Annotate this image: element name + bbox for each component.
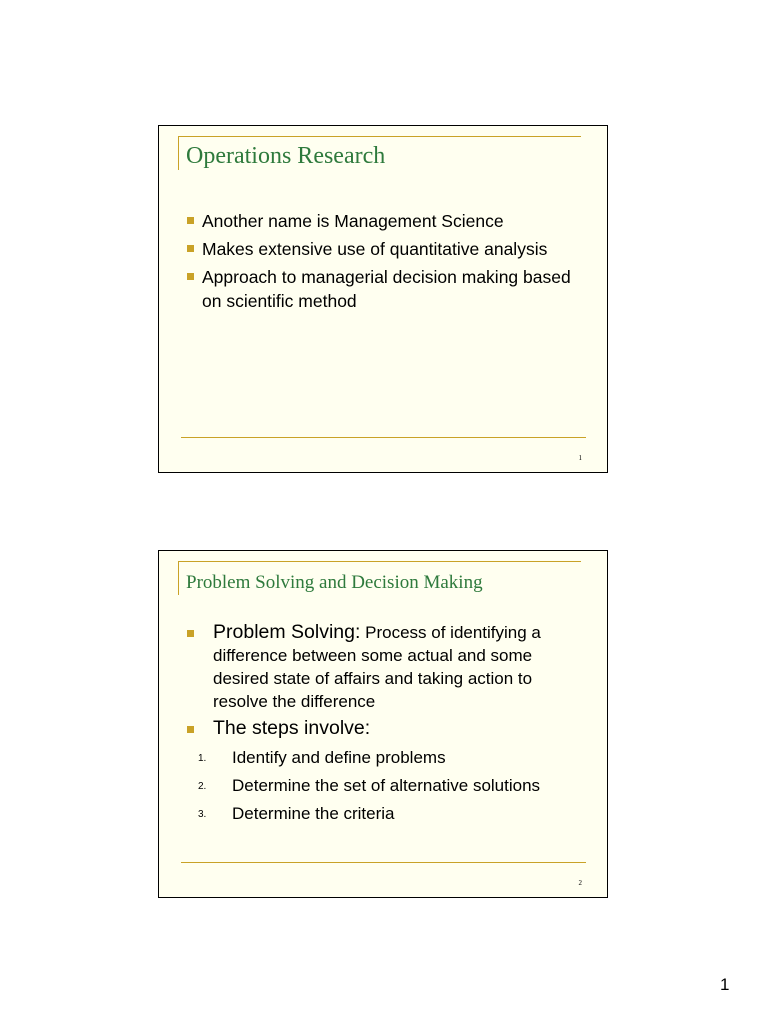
bullet-text: Process of identifying a difference between some actual and some desired state of affairs and taking action to resolve the difference	[213, 623, 541, 711]
slide-title: Operations Research	[186, 143, 386, 169]
bullet-list	[185, 209, 585, 317]
step-item	[185, 800, 585, 828]
bullet-separator: :	[364, 717, 371, 739]
step-number: 2.	[198, 781, 207, 792]
square-bullet-icon	[187, 726, 194, 733]
step-number: 3.	[198, 809, 207, 820]
steps-container	[185, 744, 585, 828]
title-rule-left	[178, 136, 179, 170]
bullet-item	[185, 209, 585, 233]
square-bullet-icon	[187, 273, 194, 280]
title-rule-left	[178, 561, 179, 595]
step-text: Determine the criteria	[232, 804, 395, 823]
square-bullet-icon	[187, 630, 194, 637]
bullet-separator: :	[354, 621, 361, 643]
bullet-text: Another name is Management Science	[202, 211, 504, 231]
slide-number: 1	[578, 454, 582, 462]
bullet-item	[185, 717, 585, 740]
step-item	[185, 744, 585, 772]
slide-number: 2	[578, 879, 582, 887]
footer-rule	[181, 437, 586, 438]
bullet-term: Problem Solving	[213, 621, 355, 643]
bullet-list	[185, 621, 585, 828]
bullet-term: The steps involve	[213, 717, 365, 739]
slide-1	[158, 125, 608, 473]
slide-2	[158, 550, 608, 898]
slide-title: Problem Solving and Decision Making	[186, 572, 483, 593]
bullet-item	[185, 621, 585, 713]
page-number: 1	[720, 975, 730, 994]
footer-rule	[181, 862, 586, 863]
title-rule-top	[178, 561, 581, 562]
step-text: Identify and define problems	[232, 748, 446, 767]
square-bullet-icon	[187, 217, 194, 224]
step-item	[185, 772, 585, 800]
steps-list	[185, 744, 585, 828]
bullet-item	[185, 265, 585, 313]
step-text: Determine the set of alternative solutions	[232, 776, 541, 795]
bullet-item	[185, 237, 585, 261]
step-number: 1.	[198, 753, 207, 764]
bullet-text: Approach to managerial decision making based on scientific method	[202, 267, 571, 311]
title-rule-top	[178, 136, 581, 137]
square-bullet-icon	[187, 245, 194, 252]
bullet-text: Makes extensive use of quantitative analysis	[202, 239, 548, 259]
